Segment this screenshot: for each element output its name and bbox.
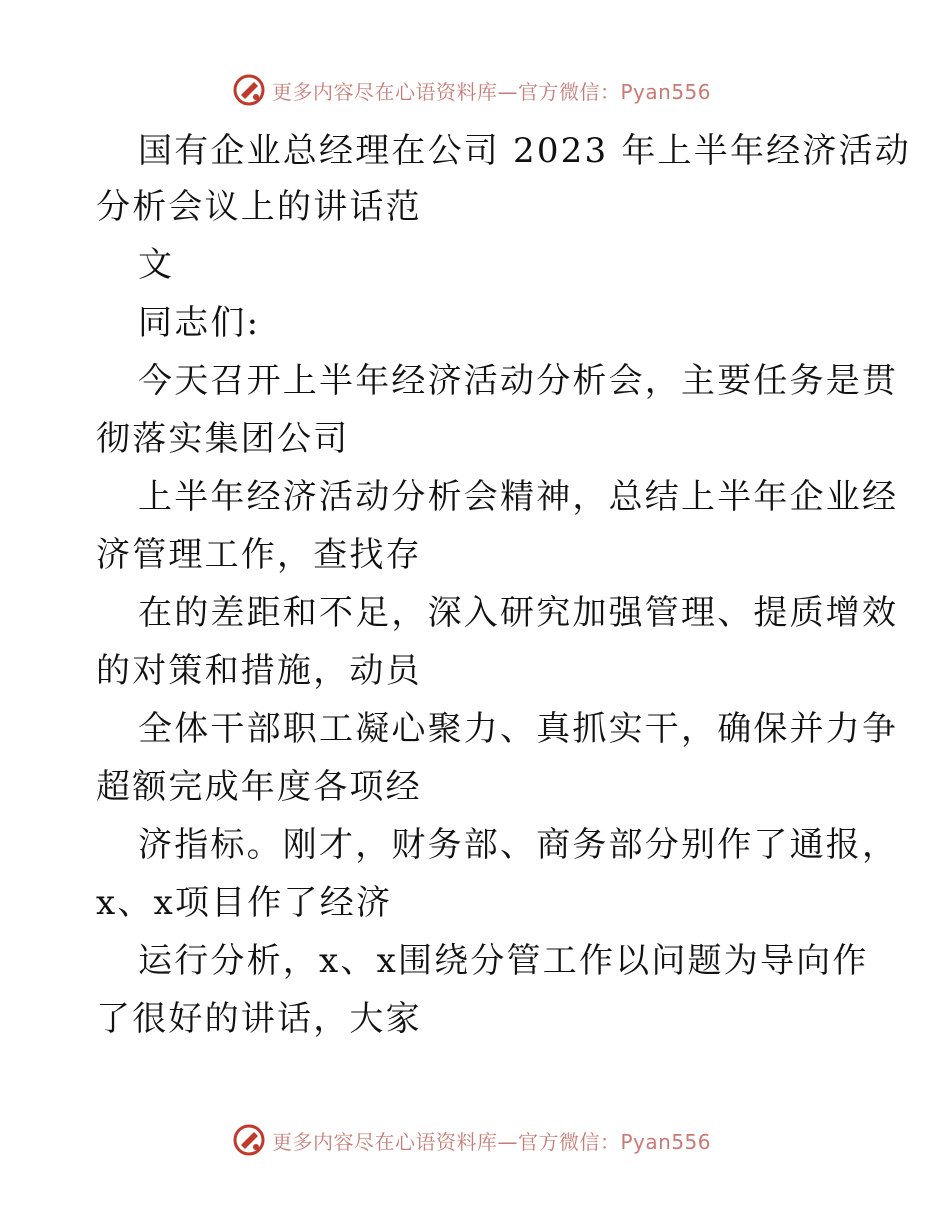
paragraph-line: 超额完成年度各项经 (96, 767, 422, 807)
watermark-text: 更多内容尽在心语资料库—官方微信：Pyan556 (272, 1129, 712, 1154)
paragraph-line: 在的差距和不足，深入研究加强管理、提质增效 (138, 593, 899, 633)
paragraph-line: 彻落实集团公司 (96, 419, 350, 459)
paragraph-line: 济指标。刚才，财务部、商务部分别作了通报， (138, 825, 899, 865)
paragraph-line: 上半年经济活动分析会精神，总结上半年企业经 (138, 477, 899, 517)
paragraph-line: x、x项目作了经济 (96, 883, 393, 923)
paragraph-line: 运行分析，x、x围绕分管工作以问题为导向作 (138, 941, 869, 981)
title-line-1: 国有企业总经理在公司 2023 年上半年经济活动 (138, 131, 911, 171)
paragraph-line: 今天召开上半年经济活动分析会，主要任务是贯 (138, 361, 899, 401)
paragraph-line: 的对策和措施，动员 (96, 651, 422, 691)
paragraph-line: 全体干部职工凝心聚力、真抓实干，确保并力争 (138, 709, 899, 749)
paragraph-line: 济管理工作，查找存 (96, 535, 422, 575)
logo-icon (232, 1123, 266, 1157)
salutation: 同志们: (138, 303, 261, 343)
paragraph-line: 了很好的讲话，大家 (96, 999, 422, 1039)
watermark-banner-top (232, 70, 712, 110)
title-line-3: 文 (138, 245, 175, 285)
watermark-text: 更多内容尽在心语资料库—官方微信：Pyan556 (272, 79, 712, 104)
watermark-banner-bottom (232, 1120, 712, 1160)
title-line-2: 分析会议上的讲话范 (96, 187, 422, 227)
logo-icon (232, 73, 266, 107)
